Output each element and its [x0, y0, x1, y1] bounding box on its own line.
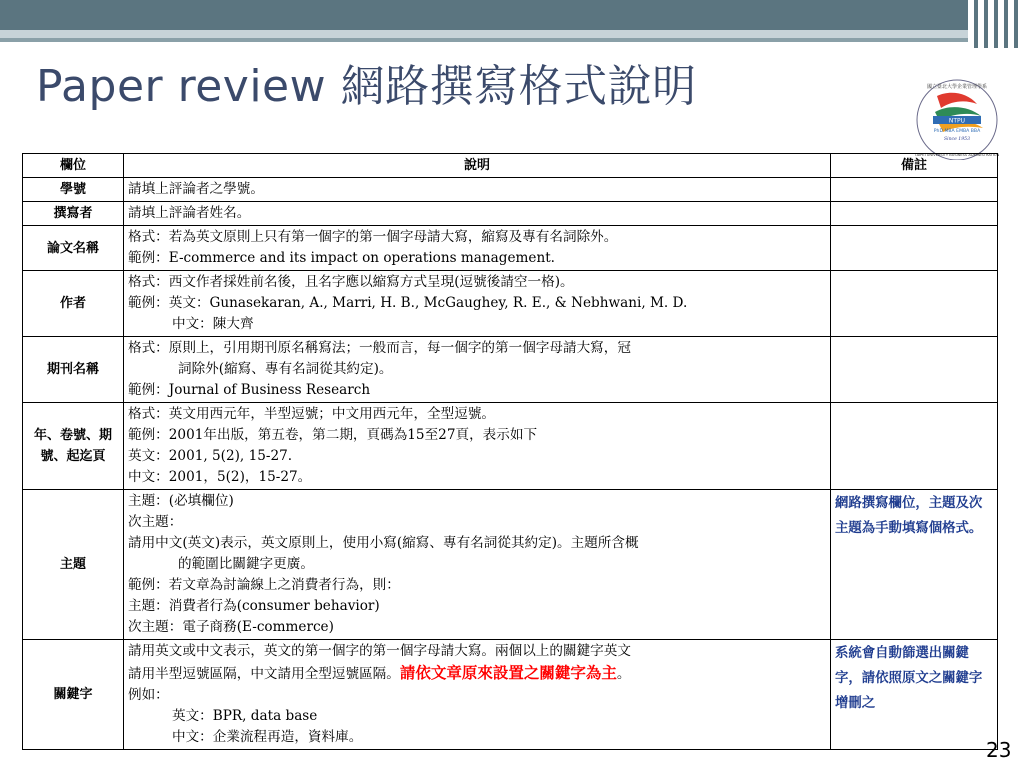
table-row	[23, 403, 998, 490]
row-field: 作者	[23, 271, 124, 337]
slide-title: Paper review 網路撰寫格式說明	[36, 61, 697, 112]
row-description: 格式：若為英文原則上只有第一個字的第一個字母請大寫，縮寫及專有名詞除外。 範例：E-commerce and its impact on operations management.	[124, 226, 831, 271]
corner-stripes	[968, 0, 1024, 48]
table-row	[23, 271, 998, 337]
row-note	[831, 403, 998, 490]
row-field: 期刊名稱	[23, 337, 124, 403]
keyword-emphasis: 請依文章原來設置之關鍵字為主	[399, 663, 617, 682]
logo-since: Since 1953	[943, 137, 971, 142]
row-note	[831, 202, 998, 226]
row-note	[831, 226, 998, 271]
row-field: 學號	[23, 178, 124, 202]
table-row	[23, 490, 998, 640]
row-note: 系統會自動篩選出關鍵字，請依照原文之關鍵字增刪之	[831, 640, 998, 750]
header-description: 說明	[124, 154, 831, 178]
row-field: 論文名稱	[23, 226, 124, 271]
logo-programs: PhD MBA EMBA BBA	[933, 129, 981, 134]
header-band	[0, 0, 1024, 30]
format-table	[22, 153, 998, 750]
page-number: 23	[986, 738, 1012, 762]
logo-top: 國立臺北大學企業管理學系	[926, 84, 988, 90]
logo-bottom: TAIPEI UNIVERSITY BUSINESS ADMINISTRATION	[914, 153, 1000, 157]
row-note	[831, 337, 998, 403]
header-band-light	[0, 30, 1024, 38]
table-row	[23, 202, 998, 226]
table-header-row	[23, 154, 998, 178]
table-row	[23, 640, 998, 750]
row-note: 網路撰寫欄位，主題及次主題為手動填寫個格式。	[831, 490, 998, 640]
table-row	[23, 178, 998, 202]
logo-ribbon: NTPU	[948, 117, 966, 125]
header-band-thin	[0, 38, 1024, 42]
row-description: 請填上評論者之學號。	[124, 178, 831, 202]
row-description: 格式：西文作者採姓前名後，且名字應以縮寫方式呈現(逗號後請空一格)。 範例：英文：Gunasekaran, A., Marri, H. B., McGaughey, R. E., & Nebhwani, M. D. 中文：陳大齊	[124, 271, 831, 337]
table-row	[23, 337, 998, 403]
ntpu-logo-icon	[893, 68, 1021, 160]
row-description: 格式：英文用西元年，半型逗號；中文用西元年，全型逗號。 範例：2001年出版，第五卷，第二期，頁碼為15至27頁，表示如下 英文：2001, 5(2), 15-27. 中文：2001，5(2)，15-27。	[124, 403, 831, 490]
header-note: 備註	[831, 154, 998, 178]
row-description: 請填上評論者姓名。	[124, 202, 831, 226]
row-note	[831, 271, 998, 337]
row-description: 主題：(必填欄位) 次主題： 請用中文(英文)表示，英文原則上，使用小寫(縮寫、專有名詞從其約定)。主題所含概 的範圍比關鍵字更廣。 範例：若文章為討論線上之消費者行為，則： 主題：消費者行為(consumer behavior) 次主題：電子商務(E-commerce)	[124, 490, 831, 640]
table-row	[23, 226, 998, 271]
row-field: 年、卷號、期號、起迄頁	[23, 403, 124, 490]
row-description: 格式：原則上，引用期刊原名稱寫法；一般而言，每一個字的第一個字母請大寫，冠 詞除外(縮寫、專有名詞從其約定)。 範例：Journal of Business Research	[124, 337, 831, 403]
row-field: 撰寫者	[23, 202, 124, 226]
header-field: 欄位	[23, 154, 124, 178]
row-field: 關鍵字	[23, 640, 124, 750]
row-description: 請用英文或中文表示，英文的第一個字的第一個字母請大寫。兩個以上的關鍵字英文 請用半型逗號區隔，中文請用全型逗號區隔。請依文章原來設置之關鍵字為主。 例如： 英文：BPR, data base 中文：企業流程再造，資料庫。	[124, 640, 831, 750]
row-field: 主題	[23, 490, 124, 640]
row-note	[831, 178, 998, 202]
